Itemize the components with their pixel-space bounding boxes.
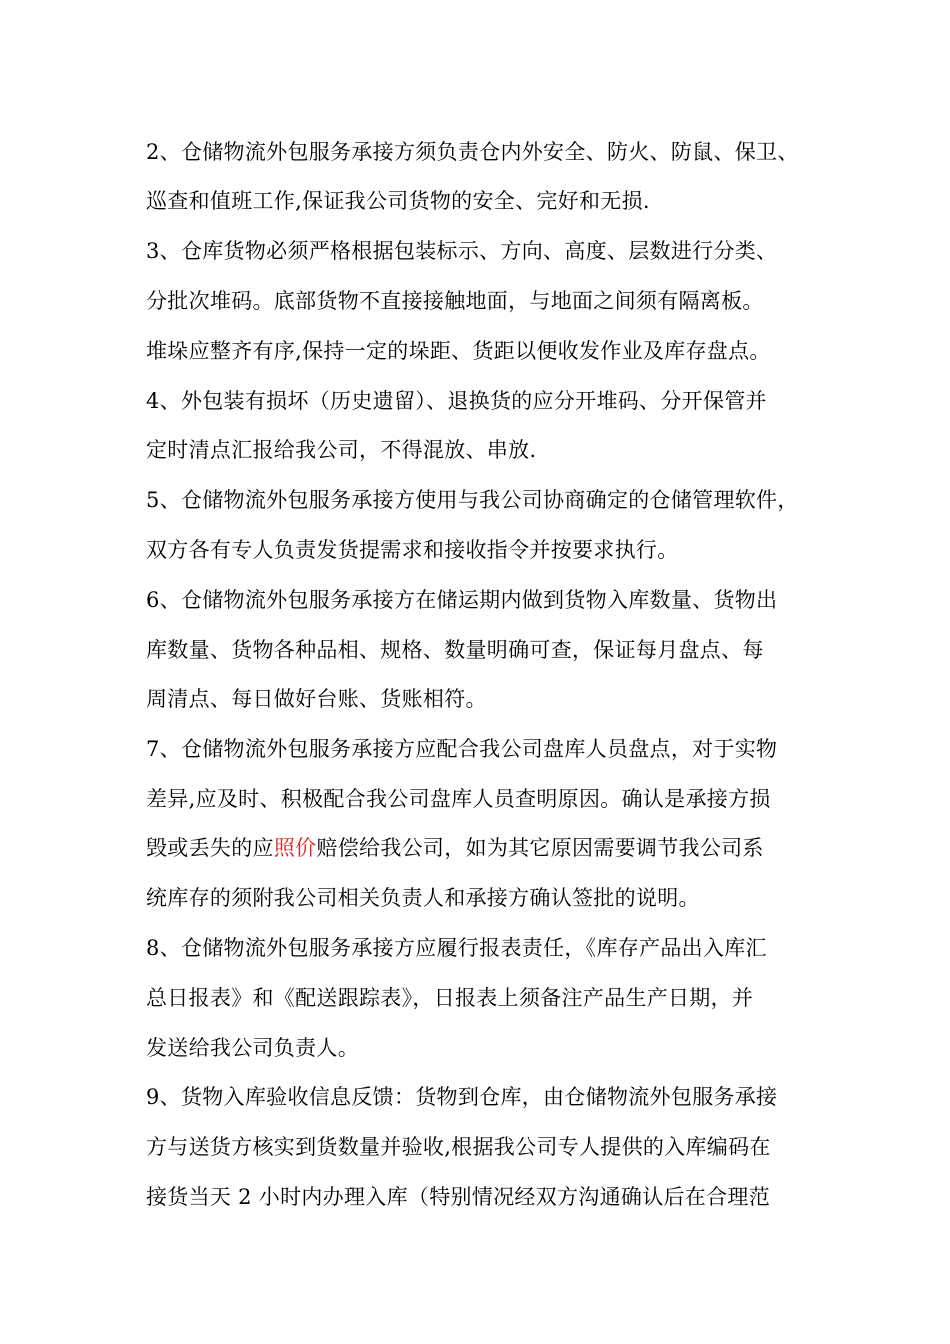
text-line: 统库存的须附我公司相关负责人和承接方确认签批的说明。 <box>146 886 700 910</box>
text-line: 定时清点汇报给我公司，不得混放、串放. <box>146 438 537 462</box>
text-line: 双方各有专人负责发货提需求和接收指令并按要求执行。 <box>146 538 679 562</box>
text-line: 差异,应及时、积极配合我公司盘库人员查明原因。确认是承接方损 <box>146 787 771 811</box>
text-line: 3、仓库货物必须严格根据包装标示、方向、高度、层数进行分类、 <box>146 239 778 263</box>
text-line: 发送给我公司负责人。 <box>146 1036 359 1060</box>
text-line: 6、仓储物流外包服务承接方在储运期内做到货物入库数量、货物出 <box>146 588 778 612</box>
text-line: 总日报表》和《配送跟踪表》，日报表上须备注产品生产日期，并 <box>146 986 754 1010</box>
text-line: 7、仓储物流外包服务承接方应配合我公司盘库人员盘点，对于实物 <box>146 737 778 761</box>
text-line: 4、外包装有损坏（历史遗留）、退换货的应分开堆码、分开保管并 <box>146 389 767 413</box>
text-line: 巡查和值班工作,保证我公司货物的安全、完好和无损. <box>146 189 650 213</box>
text-line: 8、仓储物流外包服务承接方应履行报表责任，《库存产品出入库汇 <box>146 936 767 960</box>
text-line: 周清点、每日做好台账、货账相符。 <box>146 687 487 711</box>
text-line: 堆垛应整齐有序,保持一定的垛距、货距以便收发作业及库存盘点。 <box>146 339 771 363</box>
highlighted-text: 照价 <box>273 836 317 860</box>
text-line: 方与送货方核实到货数量并验收,根据我公司专人提供的入库编码在 <box>146 1135 771 1159</box>
text-line: 库数量、货物各种品相、规格、数量明确可查，保证每月盘点、每 <box>146 638 764 662</box>
text-line: 9、货物入库验收信息反馈：货物到仓库，由仓储物流外包服务承接 <box>146 1085 778 1109</box>
text-line: 接货当天 2 小时内办理入库（特别情况经双方沟通确认后在合理范 <box>146 1185 771 1209</box>
text-line: 2、仓储物流外包服务承接方须负责仓内外安全、防火、防鼠、保卫、 <box>146 140 799 164</box>
text-segment: 毁或丢失的应 <box>146 836 274 860</box>
text-segment: 赔偿给我公司，如为其它原因需要调节我公司系 <box>316 836 764 860</box>
text-line-with-highlight <box>146 833 846 863</box>
text-line: 5、仓储物流外包服务承接方使用与我公司协商确定的仓储管理软件， <box>146 488 799 512</box>
text-line: 分批次堆码。底部货物不直接接触地面，与地面之间须有隔离板。 <box>146 289 764 313</box>
